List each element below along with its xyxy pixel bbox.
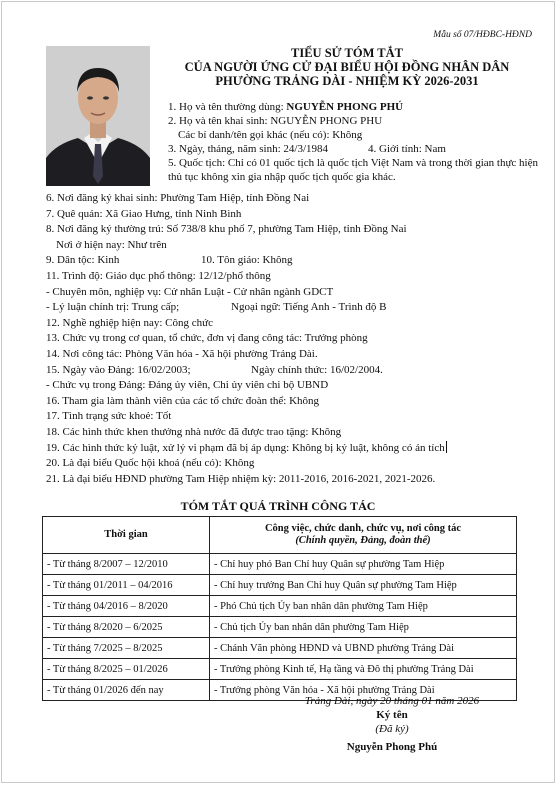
body-fields	[46, 191, 526, 487]
field-15-join: 15. Ngày vào Đảng: 16/02/2003;	[46, 363, 191, 376]
header-fields	[168, 100, 538, 184]
field-19[interactable]: 19. Các hình thức kỷ luật, xử lý vi phạm đã bị áp dụng: Không bị kỷ luật, không có án tích	[46, 441, 445, 454]
col-period-header: Thời gian	[43, 517, 210, 554]
field-15-party-role: - Chức vụ trong Đảng: Đảng ủy viên, Chi ủy viên chi bộ UBND	[46, 379, 329, 392]
field-2: 2. Họ và tên khai sinh: NGUYỄN PHONG PHU	[168, 115, 383, 127]
field-3: 3. Ngày, tháng, năm sinh: 24/3/1984	[168, 143, 328, 155]
field-4: 4. Giới tính: Nam	[368, 143, 446, 155]
description-cell: - Trưởng phòng Kinh tế, Hạ tầng và Đô thị phường Trảng Dài	[210, 659, 517, 680]
col-description-header: Công việc, chức danh, chức vụ, nơi công tác (Chính quyền, Đảng, đoàn thể)	[210, 517, 517, 554]
field-11-language: Ngoại ngữ: Tiếng Anh - Trình độ B	[231, 301, 387, 314]
field-21: 21. Là đại biểu HĐND phường Tam Hiệp nhiệm kỳ: 2011-2016, 2016-2021, 2021-2026.	[46, 472, 436, 485]
common-name: NGUYỄN PHONG PHÚ	[286, 101, 404, 113]
field-15	[46, 363, 526, 379]
signature-block	[267, 694, 517, 754]
period-cell: - Từ tháng 01/2011 – 04/2016	[43, 575, 210, 596]
title-line-1: TIỂU SỬ TÓM TẮT	[291, 46, 403, 60]
field-1: 1. Họ và tên thường dùng: NGUYỄN PHONG PHÚ	[168, 101, 404, 113]
field-11-professional: - Chuyên môn, nghiệp vụ: Cử nhân Luật - Cử nhân ngành GDCT	[46, 285, 334, 298]
field-7: 7. Quê quán: Xã Giao Hưng, tỉnh Ninh Bình	[46, 207, 242, 220]
title-line-2: CỦA NGƯỜI ỨNG CỬ ĐẠI BIỂU HỘI ĐỒNG NHÂN DÂN	[184, 60, 510, 74]
field-2-alias: Các bí danh/tên gọi khác (nếu có): Không	[178, 129, 363, 141]
period-cell: - Từ tháng 8/2025 – 01/2026	[43, 659, 210, 680]
field-8-residence: Nơi ở hiện nay: Như trên	[56, 238, 167, 251]
description-cell: - Chỉ huy phó Ban Chỉ huy Quân sự phường Tam Hiệp	[210, 554, 517, 575]
document-title	[172, 46, 522, 88]
field-12: 12. Nghề nghiệp hiện nay: Công chức	[46, 316, 213, 329]
table-header-row	[43, 517, 517, 554]
field-10: 10. Tôn giáo: Không	[201, 254, 293, 267]
document-page	[1, 1, 555, 783]
table-row	[43, 575, 517, 596]
description-cell: - Trưởng phòng Văn hóa - Xã hội phường Trảng Dài	[210, 680, 517, 701]
field-11: 11. Trình độ: Giáo dục phổ thông: 12/12/phổ thông	[46, 269, 271, 282]
table-row	[43, 659, 517, 680]
title-line-3: PHƯỜNG TRẢNG DÀI - NHIỆM KỲ 2026-2031	[215, 74, 479, 88]
field-9: 9. Dân tộc: Kinh	[46, 254, 120, 267]
field-8: 8. Nơi đăng ký thường trú: Số 738/8 khu phố 7, phường Tam Hiệp, tỉnh Đồng Nai	[46, 223, 407, 236]
field-3-4	[168, 142, 538, 156]
signature-label: Ký tên	[376, 709, 408, 721]
field-18: 18. Các hình thức khen thưởng nhà nước đã được trao tặng: Không	[46, 425, 342, 438]
field-13: 13. Chức vụ trong cơ quan, tổ chức, đơn vị đang công tác: Trưởng phòng	[46, 332, 368, 345]
field-6: 6. Nơi đăng ký khai sinh: Phường Tam Hiệp, tỉnh Đồng Nai	[46, 192, 310, 204]
period-cell: - Từ tháng 8/2020 – 6/2025	[43, 617, 210, 638]
signature-status: (Đã ký)	[375, 723, 409, 735]
description-cell: - Phó Chủ tịch Ủy ban nhân dân phường Tam Hiệp	[210, 596, 517, 617]
field-5: 5. Quốc tịch: Chỉ có 01 quốc tịch là quốc tịch Việt Nam và trong thời gian thực hiện thủ tục không xin gia nhập quốc tịch quốc gia khác.	[168, 157, 538, 183]
field-20: 20. Là đại biểu Quốc hội khoá (nếu có): Không	[46, 457, 255, 470]
period-cell: - Từ tháng 04/2016 – 8/2020	[43, 596, 210, 617]
period-cell: - Từ tháng 7/2025 – 8/2025	[43, 638, 210, 659]
text-cursor	[446, 441, 447, 453]
table-row	[43, 617, 517, 638]
field-11-political: - Lý luận chính trị: Trung cấp;	[46, 301, 180, 314]
period-cell: - Từ tháng 01/2026 đến nay	[43, 680, 210, 701]
field-15-official: Ngày chính thức: 16/02/2004.	[251, 363, 383, 376]
work-history-table	[42, 516, 517, 701]
field-9-10	[46, 253, 526, 269]
description-cell: - Chỉ huy trưởng Ban Chỉ huy Quân sự phường Tam Hiệp	[210, 575, 517, 596]
work-history-title: TÓM TẮT QUÁ TRÌNH CÔNG TÁC	[180, 499, 376, 513]
description-cell: - Chánh Văn phòng HĐND và UBND phường Trảng Dài	[210, 638, 517, 659]
field-14: 14. Nơi công tác: Phòng Văn hóa - Xã hội phường Trảng Dài.	[46, 347, 318, 360]
signer-name: Nguyễn Phong Phú	[346, 741, 438, 753]
table-row	[43, 554, 517, 575]
table-row	[43, 638, 517, 659]
field-16: 16. Tham gia làm thành viên của các tổ chức đoàn thể: Không	[46, 394, 320, 407]
portrait-photo	[46, 46, 150, 186]
signature-date: Trảng Dài, ngày 20 tháng 01 năm 2026	[304, 695, 480, 707]
form-number: Mẫu số 07/HĐBC-HĐND	[433, 30, 532, 40]
period-cell: - Từ tháng 8/2007 – 12/2010	[43, 554, 210, 575]
table-row	[43, 596, 517, 617]
description-cell: - Chủ tịch Ủy ban nhân dân phường Tam Hiệp	[210, 617, 517, 638]
field-11-political-language	[46, 300, 526, 316]
field-17: 17. Tình trạng sức khoẻ: Tốt	[46, 410, 172, 423]
